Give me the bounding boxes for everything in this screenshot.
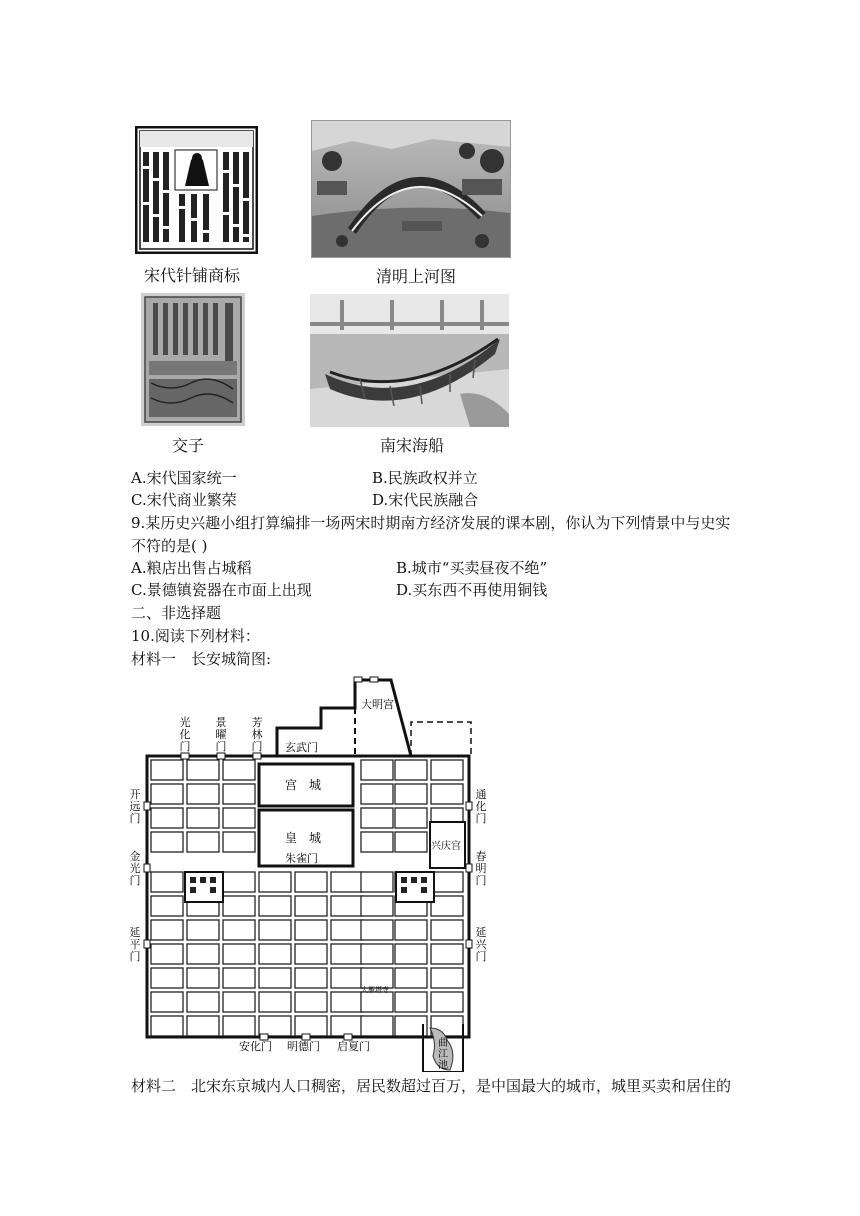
label-chunmingmen: 春明门 xyxy=(475,850,487,887)
ward-block xyxy=(361,872,393,892)
ward-block xyxy=(295,992,327,1012)
ward-block xyxy=(395,920,427,940)
ward-block xyxy=(259,992,291,1012)
ward-block xyxy=(151,920,183,940)
ward-block xyxy=(187,992,219,1012)
section-heading: 二、非选择题 xyxy=(131,604,222,622)
ward-block xyxy=(361,944,393,964)
label-kaiyuanmen: 开远门 xyxy=(129,788,141,825)
q9-option-d: D.买东西不再使用铜钱 xyxy=(396,581,548,599)
ward-block xyxy=(361,808,393,828)
ward-block xyxy=(295,1016,327,1036)
q8-option-b: B.民族政权并立 xyxy=(372,469,478,487)
ship-image xyxy=(310,294,509,427)
ward-block xyxy=(295,872,327,892)
ward-block xyxy=(151,896,183,916)
ward-block xyxy=(331,920,363,940)
label-tonghuamen: 通化门 xyxy=(475,788,487,825)
q8-option-c: C.宋代商业繁荣 xyxy=(131,491,237,509)
ward-block xyxy=(151,760,183,780)
ward-block xyxy=(187,808,219,828)
jiaozi-caption: 交子 xyxy=(172,436,205,455)
ward-block xyxy=(361,992,393,1012)
label-zhuquemen: 朱雀门 xyxy=(285,852,318,865)
q9-option-b: B.城市“买卖昼夜不绝” xyxy=(396,559,548,577)
ward-block xyxy=(431,784,463,804)
ward-block xyxy=(259,920,291,940)
ward-block xyxy=(223,896,255,916)
changan-map xyxy=(125,672,495,1072)
ward-block xyxy=(187,784,219,804)
ward-block xyxy=(151,968,183,988)
ward-block xyxy=(151,784,183,804)
ward-block xyxy=(431,896,463,916)
ward-block xyxy=(187,920,219,940)
label-mingdemen: 明德门 xyxy=(287,1040,320,1053)
ward-block xyxy=(295,944,327,964)
label-anhuamen: 安化门 xyxy=(239,1040,272,1053)
ward-block xyxy=(331,1016,363,1036)
ward-block xyxy=(151,992,183,1012)
ward-block xyxy=(223,832,255,852)
q9-stem-line1: 9.某历史兴趣小组打算编排一场两宋时期南方经济发展的课本剧，你认为下列情景中与史实 xyxy=(131,514,731,532)
label-xuanwumen: 玄武门 xyxy=(285,741,318,754)
ship-caption: 南宋海船 xyxy=(380,436,445,455)
ward-block xyxy=(223,872,255,892)
material1-label: 材料一 长安城简图: xyxy=(131,650,272,668)
ward-block xyxy=(361,832,393,852)
ward-block xyxy=(223,1016,255,1036)
ward-block xyxy=(223,944,255,964)
ward-block xyxy=(431,992,463,1012)
ward-block xyxy=(259,872,291,892)
qingming-image xyxy=(311,120,511,258)
ward-block xyxy=(187,1016,219,1036)
ward-block xyxy=(295,896,327,916)
trademark-caption: 宋代针铺商标 xyxy=(144,266,241,285)
label-qujiangchi: 曲江池 xyxy=(438,1038,448,1071)
ward-block xyxy=(431,872,463,892)
ward-block xyxy=(431,920,463,940)
ward-block xyxy=(361,1016,393,1036)
ward-block xyxy=(151,1016,183,1036)
ward-block xyxy=(151,872,183,892)
ward-block xyxy=(331,896,363,916)
label-jinguangmen: 金光门 xyxy=(129,850,141,887)
ward-block xyxy=(259,944,291,964)
ward-block xyxy=(295,968,327,988)
ward-block xyxy=(223,784,255,804)
ward-block xyxy=(431,760,463,780)
label-jingyaomen: 景曜门 xyxy=(215,716,227,753)
ward-block xyxy=(331,968,363,988)
ward-block xyxy=(223,808,255,828)
ward-block xyxy=(331,872,363,892)
ward-block xyxy=(361,920,393,940)
label-yanxingmen: 延兴门 xyxy=(475,926,487,963)
ward-block xyxy=(361,784,393,804)
ward-block xyxy=(259,896,291,916)
ward-block xyxy=(187,832,219,852)
ward-block xyxy=(223,968,255,988)
q8-option-a: A.宋代国家统一 xyxy=(131,469,237,487)
label-xingqinggong: 兴庆宫 xyxy=(431,841,461,852)
ward-block xyxy=(395,760,427,780)
q9-stem-line2: 不符的是( ) xyxy=(131,537,208,555)
ward-block xyxy=(395,992,427,1012)
ward-block xyxy=(395,968,427,988)
q8-option-d: D.宋代民族融合 xyxy=(372,491,479,509)
ward-block xyxy=(151,944,183,964)
q9-option-c: C.景德镇瓷器在市面上出现 xyxy=(131,581,312,599)
label-guanghuamen: 光化门 xyxy=(179,716,191,753)
label-yanpingmen: 延平门 xyxy=(129,926,141,963)
label-dayansi: 大雁塔寺 xyxy=(361,986,389,994)
label-huangcheng: 皇 城 xyxy=(285,831,322,845)
ward-block xyxy=(223,760,255,780)
jiaozi-image xyxy=(141,293,245,426)
ward-block xyxy=(223,920,255,940)
trademark-image xyxy=(135,126,258,254)
ward-block xyxy=(431,968,463,988)
ward-block xyxy=(187,968,219,988)
label-gongcheng: 宫 城 xyxy=(285,778,322,792)
qingming-caption: 清明上河图 xyxy=(376,267,457,286)
ward-block xyxy=(259,968,291,988)
ward-block xyxy=(151,808,183,828)
label-fanglinmen: 芳林门 xyxy=(251,716,263,753)
ward-block xyxy=(331,944,363,964)
ward-block xyxy=(395,944,427,964)
ward-block xyxy=(361,760,393,780)
ward-block xyxy=(187,760,219,780)
q9-option-a: A.粮店出售占城稻 xyxy=(131,559,252,577)
ward-block xyxy=(395,784,427,804)
ward-block xyxy=(223,992,255,1012)
ward-block xyxy=(295,920,327,940)
ward-block xyxy=(259,1016,291,1036)
ward-block xyxy=(331,992,363,1012)
ward-block xyxy=(187,944,219,964)
q10-stem: 10.阅读下列材料： xyxy=(131,627,260,645)
ward-block xyxy=(151,832,183,852)
ward-block xyxy=(361,896,393,916)
ward-block xyxy=(395,832,427,852)
label-qixiamen: 启夏门 xyxy=(337,1040,370,1053)
ward-block xyxy=(395,808,427,828)
ward-block xyxy=(361,968,393,988)
material2-text: 材料二 北宋东京城内人口稠密，居民数超过百万，是中国最大的城市，城里买卖和居住的 xyxy=(131,1077,732,1095)
label-daminggong: 大明宫 xyxy=(361,698,394,711)
ward-block xyxy=(431,944,463,964)
